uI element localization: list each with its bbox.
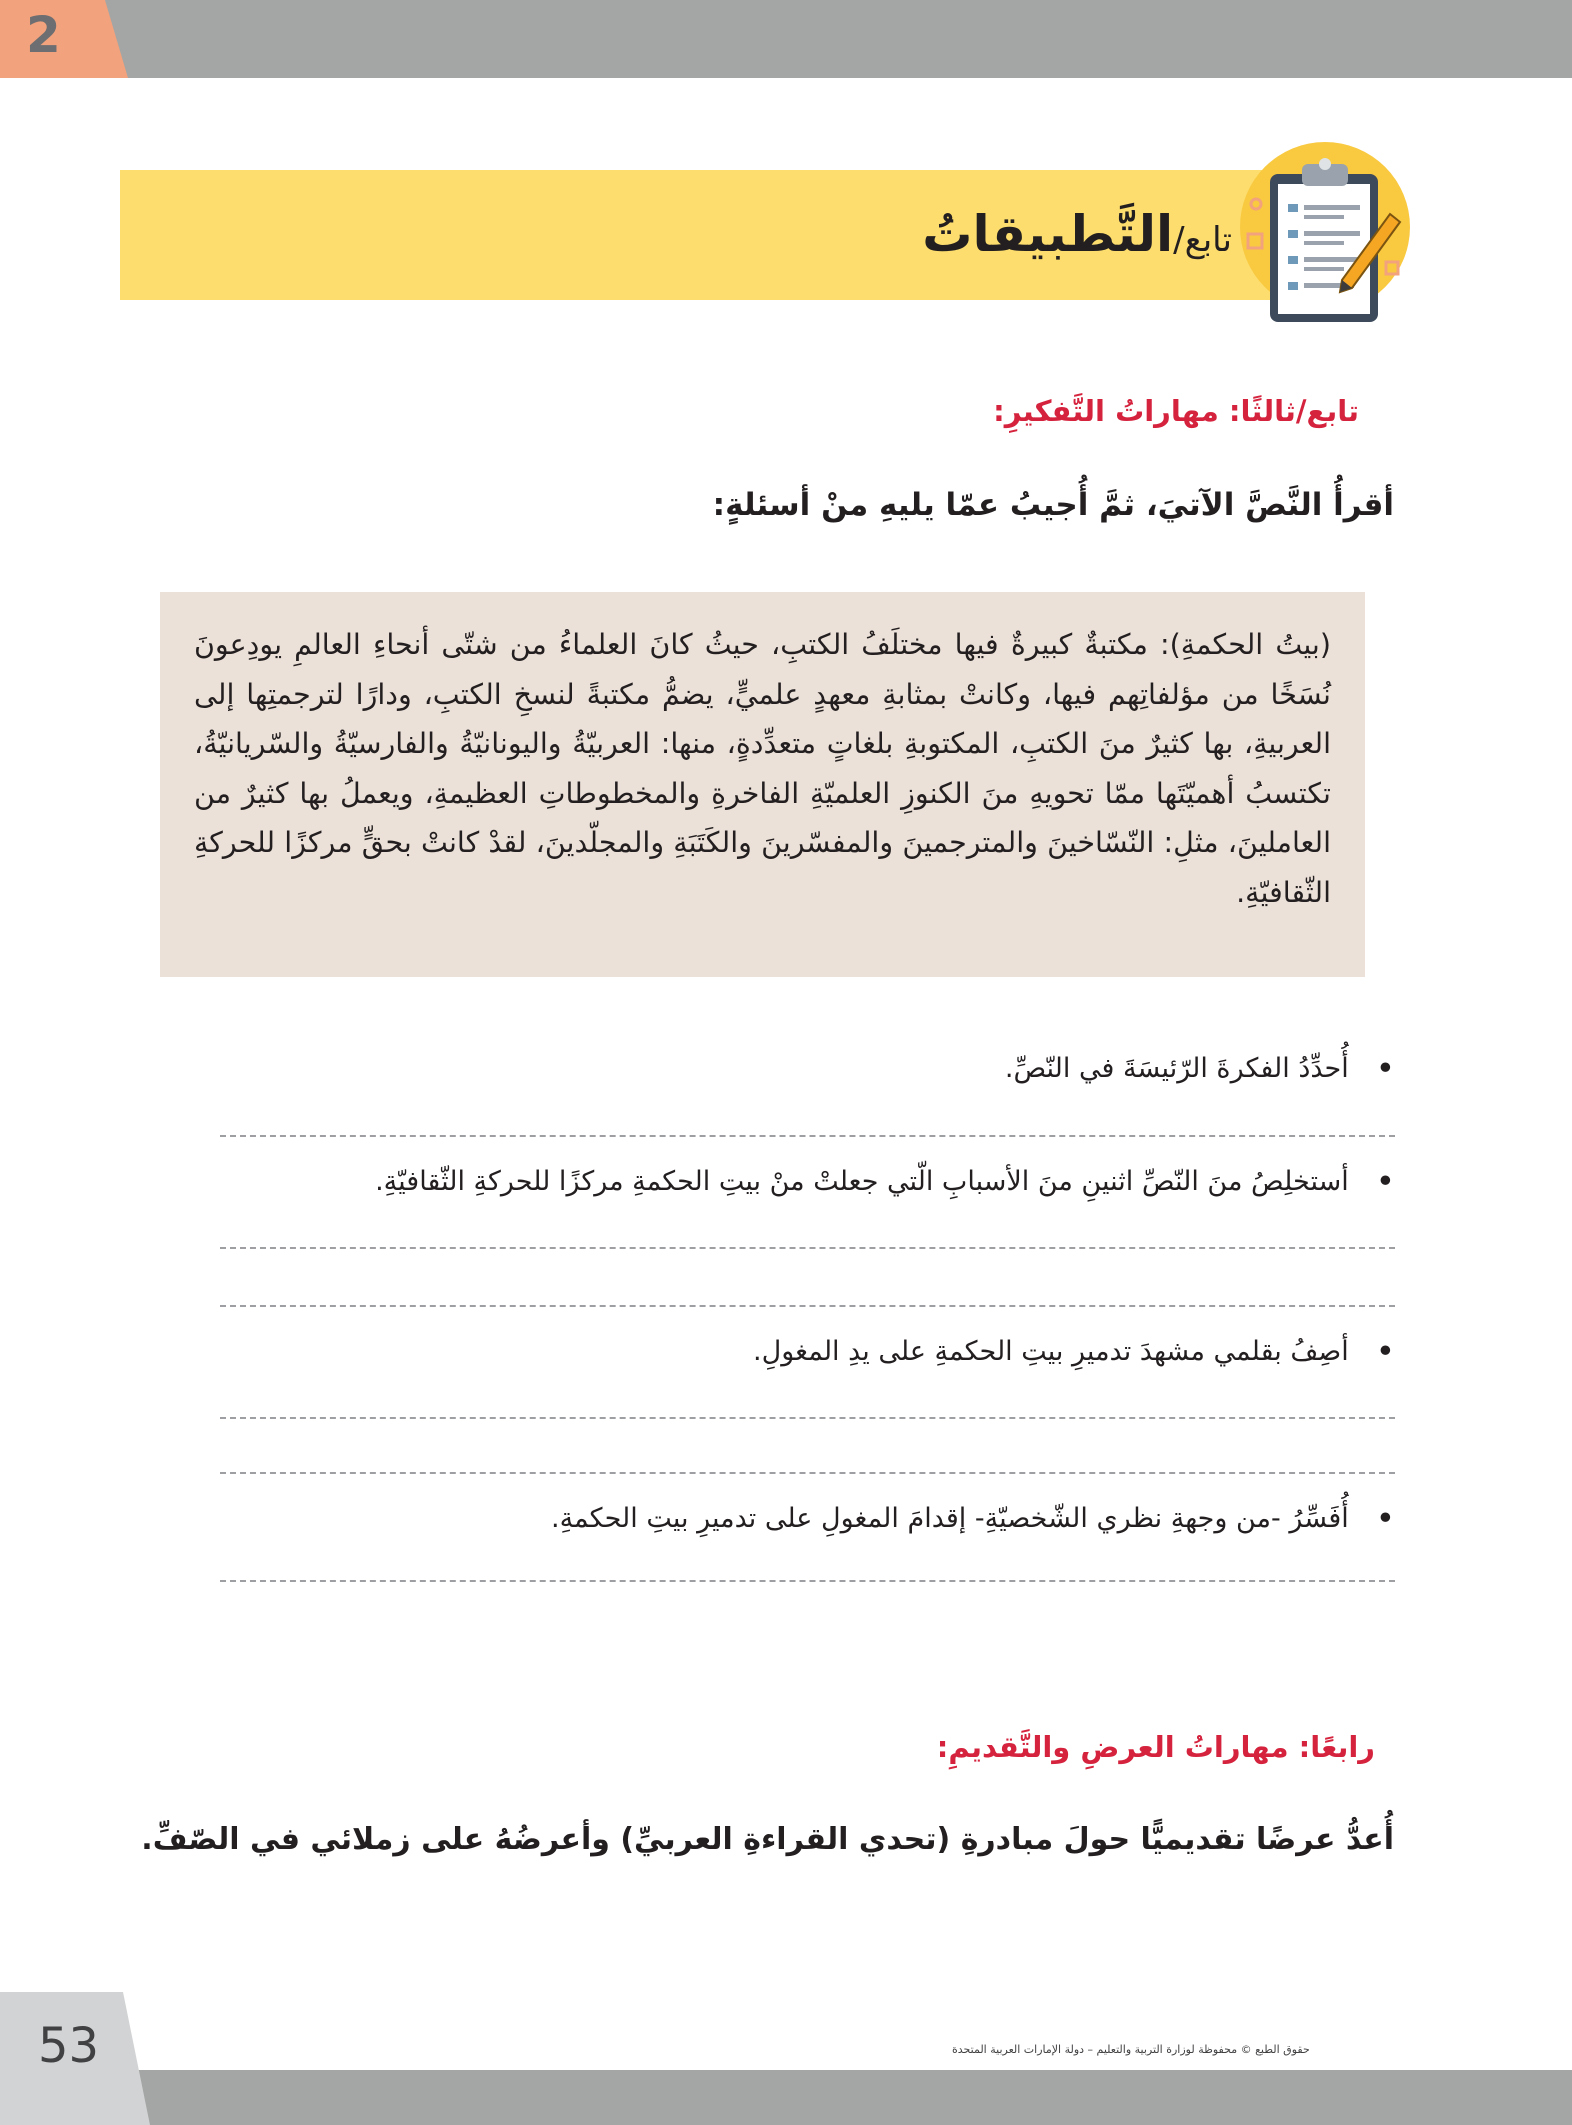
bullet-icon: •: [1376, 1503, 1394, 1534]
question-item: [753, 1336, 1394, 1367]
answer-line[interactable]: [220, 1417, 1395, 1419]
question-item: [551, 1503, 1394, 1534]
bullet-icon: •: [1376, 1053, 1394, 1084]
answer-line[interactable]: [220, 1580, 1395, 1582]
title-prefix: تابع/: [1173, 220, 1232, 260]
question-text: أصِفُ بقلمي مشهدَ تدميرِ بيتِ الحكمةِ على يدِ المغولِ.: [753, 1336, 1349, 1367]
bottom-bar: [0, 2070, 1572, 2125]
reading-passage: (بيتُ الحكمةِ): مكتبةٌ كبيرةٌ فيها مختلَفُ الكتبِ، حيثُ كانَ العلماءُ من شتّى أنحاءِ العالمِ يودِعونَ نُسَخًا من مؤلفاتِهم فيها، وكانتْ بمثابةِ معهدٍ علميٍّ، يضمُّ مكتبةً لنسخِ الكتبِ، ودارًا لترجمتِها إلى العربيةِ، بها كثيرٌ منَ الكتبِ، المكتوبةِ بلغاتٍ متعدِّدةٍ، منها: العربيّةُ واليونانيّةُ والفارسيّةُ والسّريانيّةُ، تكتسبُ أهميّتَها ممّا تحويهِ منَ الكنوزِ العلميّةِ الفاخرةِ والمخطوطاتِ العظيمةِ، ويعملُ بها كثيرٌ من العاملينَ، مثلِ: النّسّاخينَ والمترجمينَ والمفسّرينَ والكَتَبَةِ والمجلّدينَ، لقدْ كانتْ بحقٍّ مركزًا للحركةِ الثّقافيّةِ.: [160, 592, 1365, 977]
reading-instruction: أقرأُ النَّصَّ الآتيَ، ثمَّ أُجيبُ عمّا يليهِ منْ أسئلةٍ:: [712, 487, 1394, 523]
bullet-icon: •: [1376, 1336, 1394, 1367]
answer-line[interactable]: [220, 1305, 1395, 1307]
question-item: [375, 1166, 1394, 1197]
answer-line[interactable]: [220, 1135, 1395, 1137]
thinking-skills-heading: تابع/ثالثًا: مهاراتُ التَّفكيرِ:: [993, 394, 1359, 428]
presentation-task: أُعدُّ عرضًا تقديميًّا حولَ مبادرةِ (تحدي القراءةِ العربيِّ) وأعرضُهُ على زملائي في الصّفِّ.: [141, 1822, 1394, 1857]
question-item: [1005, 1053, 1394, 1084]
presentation-skills-heading: رابعًا: مهاراتُ العرضِ والتَّقديمِ:: [936, 1730, 1375, 1764]
page-title: [922, 205, 1232, 263]
title-main: التَّطبيقاتُ: [922, 205, 1174, 263]
page-number: 53: [38, 2018, 100, 2074]
question-text: أستخلِصُ منَ النّصِّ اثنينِ منَ الأسبابِ الّتي جعلتْ منْ بيتِ الحكمةِ مركزًا للحركةِ الثّقافيّةِ.: [375, 1166, 1349, 1197]
copyright-notice: حقوق الطبع © محفوظة لوزارة التربية والتعليم – دولة الإمارات العربية المتحدة: [952, 2043, 1310, 2056]
answer-line[interactable]: [220, 1472, 1395, 1474]
top-bar: [0, 0, 1572, 78]
question-text: أُفَسِّرُ -من وجهةِ نظري الشّخصيّةِ- إقدامَ المغولِ على تدميرِ بيتِ الحكمةِ.: [551, 1503, 1349, 1534]
answer-line[interactable]: [220, 1247, 1395, 1249]
clipboard-pencil-icon: [1240, 142, 1410, 332]
question-text: أُحدِّدُ الفكرةَ الرّئيسَةَ في النّصِّ.: [1004, 1053, 1349, 1084]
unit-number: 2: [26, 6, 61, 64]
bullet-icon: •: [1376, 1166, 1394, 1197]
